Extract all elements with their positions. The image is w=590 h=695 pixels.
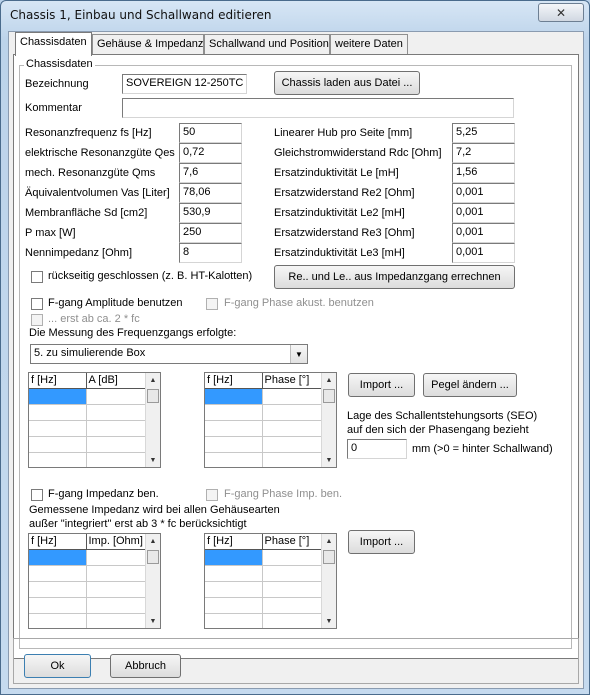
vertical-scrollbar[interactable]	[145, 373, 160, 467]
grid-cell[interactable]	[262, 404, 322, 420]
scroll-thumb[interactable]	[147, 389, 159, 403]
arrow-up-icon[interactable]: ▲	[325, 537, 333, 545]
grid-cell[interactable]	[86, 549, 146, 565]
sd-field[interactable]: 530,9	[179, 203, 242, 223]
seo-text-2: auf den sich der Phasengang bezieht	[347, 424, 529, 436]
grid-cell[interactable]	[86, 565, 146, 581]
dialog-client	[8, 31, 584, 689]
grid-cell[interactable]	[86, 420, 146, 436]
measure-selected: 5. zu simulierende Box	[34, 347, 146, 359]
impedance-note-1: Gemessene Impedanz wird bei allen Gehäusearten	[29, 504, 280, 516]
param-label: Linearer Hub pro Seite [mm]	[274, 127, 413, 139]
import-impedance-button[interactable]: Import ...	[348, 530, 415, 554]
param-label: elektrische Resonanzgüte Qes	[25, 147, 175, 159]
use-impedance-label: F-gang Impedanz ben.	[48, 488, 159, 500]
arrow-down-icon[interactable]: ▼	[325, 456, 333, 464]
le-field[interactable]: 1,56	[452, 163, 515, 183]
scroll-thumb[interactable]	[323, 389, 335, 403]
close-icon: ✕	[555, 5, 567, 20]
le2-field[interactable]: 0,001	[452, 203, 515, 223]
grid-header: f [Hz]	[29, 534, 86, 549]
grid-cell[interactable]	[86, 388, 146, 404]
arrow-down-icon[interactable]: ▼	[149, 456, 157, 464]
grid-cell[interactable]	[86, 581, 146, 597]
grid-header: f [Hz]	[205, 373, 262, 388]
chevron-down-icon[interactable]: ▼	[290, 345, 307, 363]
calc-re-le-button[interactable]: Re.. und Le.. aus Impedanzgang errechnen	[274, 265, 515, 289]
group-title: Chassisdaten	[26, 58, 93, 70]
pmax-field[interactable]: 250	[179, 223, 242, 243]
grid-cell[interactable]	[29, 404, 86, 420]
grid-cell[interactable]	[86, 452, 146, 468]
grid-cell[interactable]	[262, 613, 322, 629]
grid-cell[interactable]	[205, 613, 262, 629]
vas-field[interactable]: 78,06	[179, 183, 242, 203]
load-chassis-button[interactable]: Chassis laden aus Datei ...	[274, 71, 420, 95]
param-label: Nennimpedanz [Ohm]	[25, 247, 132, 259]
seo-unit: mm (>0 = hinter Schallwand)	[412, 443, 553, 455]
tab-panel	[13, 54, 579, 659]
use-impedance-checkbox[interactable]	[31, 489, 43, 501]
amplitude-grid[interactable]	[28, 372, 161, 468]
grid-cell[interactable]	[86, 597, 146, 613]
grid-cell[interactable]	[205, 581, 262, 597]
close-button[interactable]	[538, 3, 584, 22]
from-2fc-checkbox[interactable]	[31, 314, 43, 326]
arrow-down-icon[interactable]: ▼	[325, 617, 333, 625]
grid-header: f [Hz]	[29, 373, 86, 388]
grid-cell[interactable]	[205, 549, 262, 565]
grid-cell[interactable]	[86, 613, 146, 629]
ok-button[interactable]: Ok	[24, 654, 91, 678]
vertical-scrollbar[interactable]	[321, 373, 336, 467]
window-title: Chassis 1, Einbau und Schallwand editieren	[10, 8, 272, 22]
closed-back-label: rückseitig geschlossen (z. B. HT-Kalotten)	[48, 270, 253, 282]
param-label: Gleichstromwiderstand Rdc [Ohm]	[274, 147, 442, 159]
arrow-up-icon[interactable]: ▲	[149, 537, 157, 545]
tab-weitere-daten[interactable]	[330, 34, 408, 54]
grid-cell[interactable]	[205, 420, 262, 436]
phase-grid[interactable]	[204, 372, 337, 468]
seo-field[interactable]: 0	[347, 439, 407, 459]
comment-label: Kommentar	[25, 102, 82, 114]
measure-select[interactable]	[30, 344, 308, 364]
impedance-field[interactable]: 8	[179, 243, 242, 263]
grid-cell[interactable]	[29, 597, 86, 613]
grid-cell[interactable]	[29, 436, 86, 452]
grid-cell[interactable]	[262, 581, 322, 597]
grid-cell[interactable]	[29, 420, 86, 436]
param-label: Membranfläche Sd [cm2]	[25, 207, 148, 219]
grid-cell[interactable]	[29, 613, 86, 629]
grid-cell[interactable]	[205, 436, 262, 452]
title-bar[interactable]	[1, 1, 589, 31]
impedance-note-2: außer "integriert" erst ab 3 * fc berücksichtigt	[29, 518, 247, 530]
tab-gehaeuse-impedanz[interactable]	[92, 34, 204, 54]
grid-header: f [Hz]	[205, 534, 262, 549]
grid-cell[interactable]	[205, 452, 262, 468]
tab-label: weitere Daten	[335, 38, 403, 50]
tab-label: Gehäuse & Impedanz	[97, 38, 204, 50]
param-label: Ersatzwiderstand Re2 [Ohm]	[274, 187, 415, 199]
grid-cell[interactable]	[29, 565, 86, 581]
xmax-field[interactable]: 5,25	[452, 123, 515, 143]
name-label: Bezeichnung	[25, 78, 89, 90]
from-2fc-label: ... erst ab ca. 2 * fc	[48, 313, 140, 325]
grid-cell[interactable]	[29, 549, 86, 565]
grid-cell[interactable]	[29, 581, 86, 597]
param-label: Ersatzwiderstand Re3 [Ohm]	[274, 227, 415, 239]
vertical-scrollbar[interactable]	[145, 534, 160, 628]
tab-label: Schallwand und Position	[209, 38, 329, 50]
tab-chassisdaten[interactable]	[15, 32, 92, 56]
tab-schallwand-position[interactable]	[204, 34, 330, 54]
param-label: Äquivalentvolumen Vas [Liter]	[25, 187, 170, 199]
grid-cell[interactable]	[205, 565, 262, 581]
grid-cell[interactable]	[86, 436, 146, 452]
grid-header: Phase [°]	[262, 373, 322, 388]
cancel-button[interactable]: Abbruch	[110, 654, 181, 678]
use-amplitude-label: F-gang Amplitude benutzen	[48, 297, 183, 309]
grid-cell[interactable]	[205, 404, 262, 420]
arrow-up-icon[interactable]: ▲	[149, 376, 157, 384]
closed-back-checkbox[interactable]	[31, 271, 43, 283]
tab-label: Chassisdaten	[20, 36, 87, 48]
imp-phase-grid[interactable]	[204, 533, 337, 629]
arrow-up-icon[interactable]: ▲	[325, 376, 333, 384]
re3-field[interactable]: 0,001	[452, 223, 515, 243]
grid-cell[interactable]	[262, 420, 322, 436]
use-phase-checkbox[interactable]	[206, 298, 218, 310]
re2-field[interactable]: 0,001	[452, 183, 515, 203]
le3-field[interactable]: 0,001	[452, 243, 515, 263]
comment-field[interactable]	[122, 98, 514, 118]
fs-field[interactable]: 50	[179, 123, 242, 143]
grid-cell[interactable]	[205, 597, 262, 613]
scroll-thumb[interactable]	[147, 550, 159, 564]
param-label: P max [W]	[25, 227, 76, 239]
grid-cell[interactable]	[262, 597, 322, 613]
scroll-thumb[interactable]	[323, 550, 335, 564]
grid-header: Phase [°]	[262, 534, 322, 549]
footer-frame	[13, 638, 579, 684]
rdc-field[interactable]: 7,2	[452, 143, 515, 163]
vertical-scrollbar[interactable]	[321, 534, 336, 628]
grid-cell[interactable]	[262, 436, 322, 452]
param-label: Ersatzinduktivität Le [mH]	[274, 167, 399, 179]
param-label: mech. Resonanzgüte Qms	[25, 167, 156, 179]
param-label: Ersatzinduktivität Le2 [mH]	[274, 207, 405, 219]
measure-label: Die Messung des Frequenzgangs erfolgte:	[29, 327, 237, 339]
grid-cell[interactable]	[262, 549, 322, 565]
use-amplitude-checkbox[interactable]	[31, 298, 43, 310]
grid-cell[interactable]	[262, 565, 322, 581]
arrow-down-icon[interactable]: ▼	[149, 617, 157, 625]
use-imp-phase-label: F-gang Phase Imp. ben.	[224, 488, 343, 500]
name-field[interactable]: SOVEREIGN 12-250TC	[122, 74, 247, 94]
grid-cell[interactable]	[86, 404, 146, 420]
grid-cell[interactable]	[262, 388, 322, 404]
seo-text-1: Lage des Schallentstehungsorts (SEO)	[347, 410, 538, 422]
change-level-button[interactable]: Pegel ändern ...	[423, 373, 517, 397]
grid-cell[interactable]	[29, 388, 86, 404]
impedance-grid[interactable]	[28, 533, 161, 629]
grid-cell[interactable]	[262, 452, 322, 468]
param-label: Resonanzfrequenz fs [Hz]	[25, 127, 152, 139]
qes-field[interactable]: 0,72	[179, 143, 242, 163]
qms-field[interactable]: 7,6	[179, 163, 242, 183]
import-fresp-button[interactable]: Import ...	[348, 373, 415, 397]
use-imp-phase-checkbox[interactable]	[206, 489, 218, 501]
use-phase-label: F-gang Phase akust. benutzen	[224, 297, 374, 309]
param-label: Ersatzinduktivität Le3 [mH]	[274, 247, 405, 259]
grid-header: A [dB]	[86, 373, 146, 388]
grid-header: Imp. [Ohm]	[86, 534, 146, 549]
grid-cell[interactable]	[205, 388, 262, 404]
grid-cell[interactable]	[29, 452, 86, 468]
